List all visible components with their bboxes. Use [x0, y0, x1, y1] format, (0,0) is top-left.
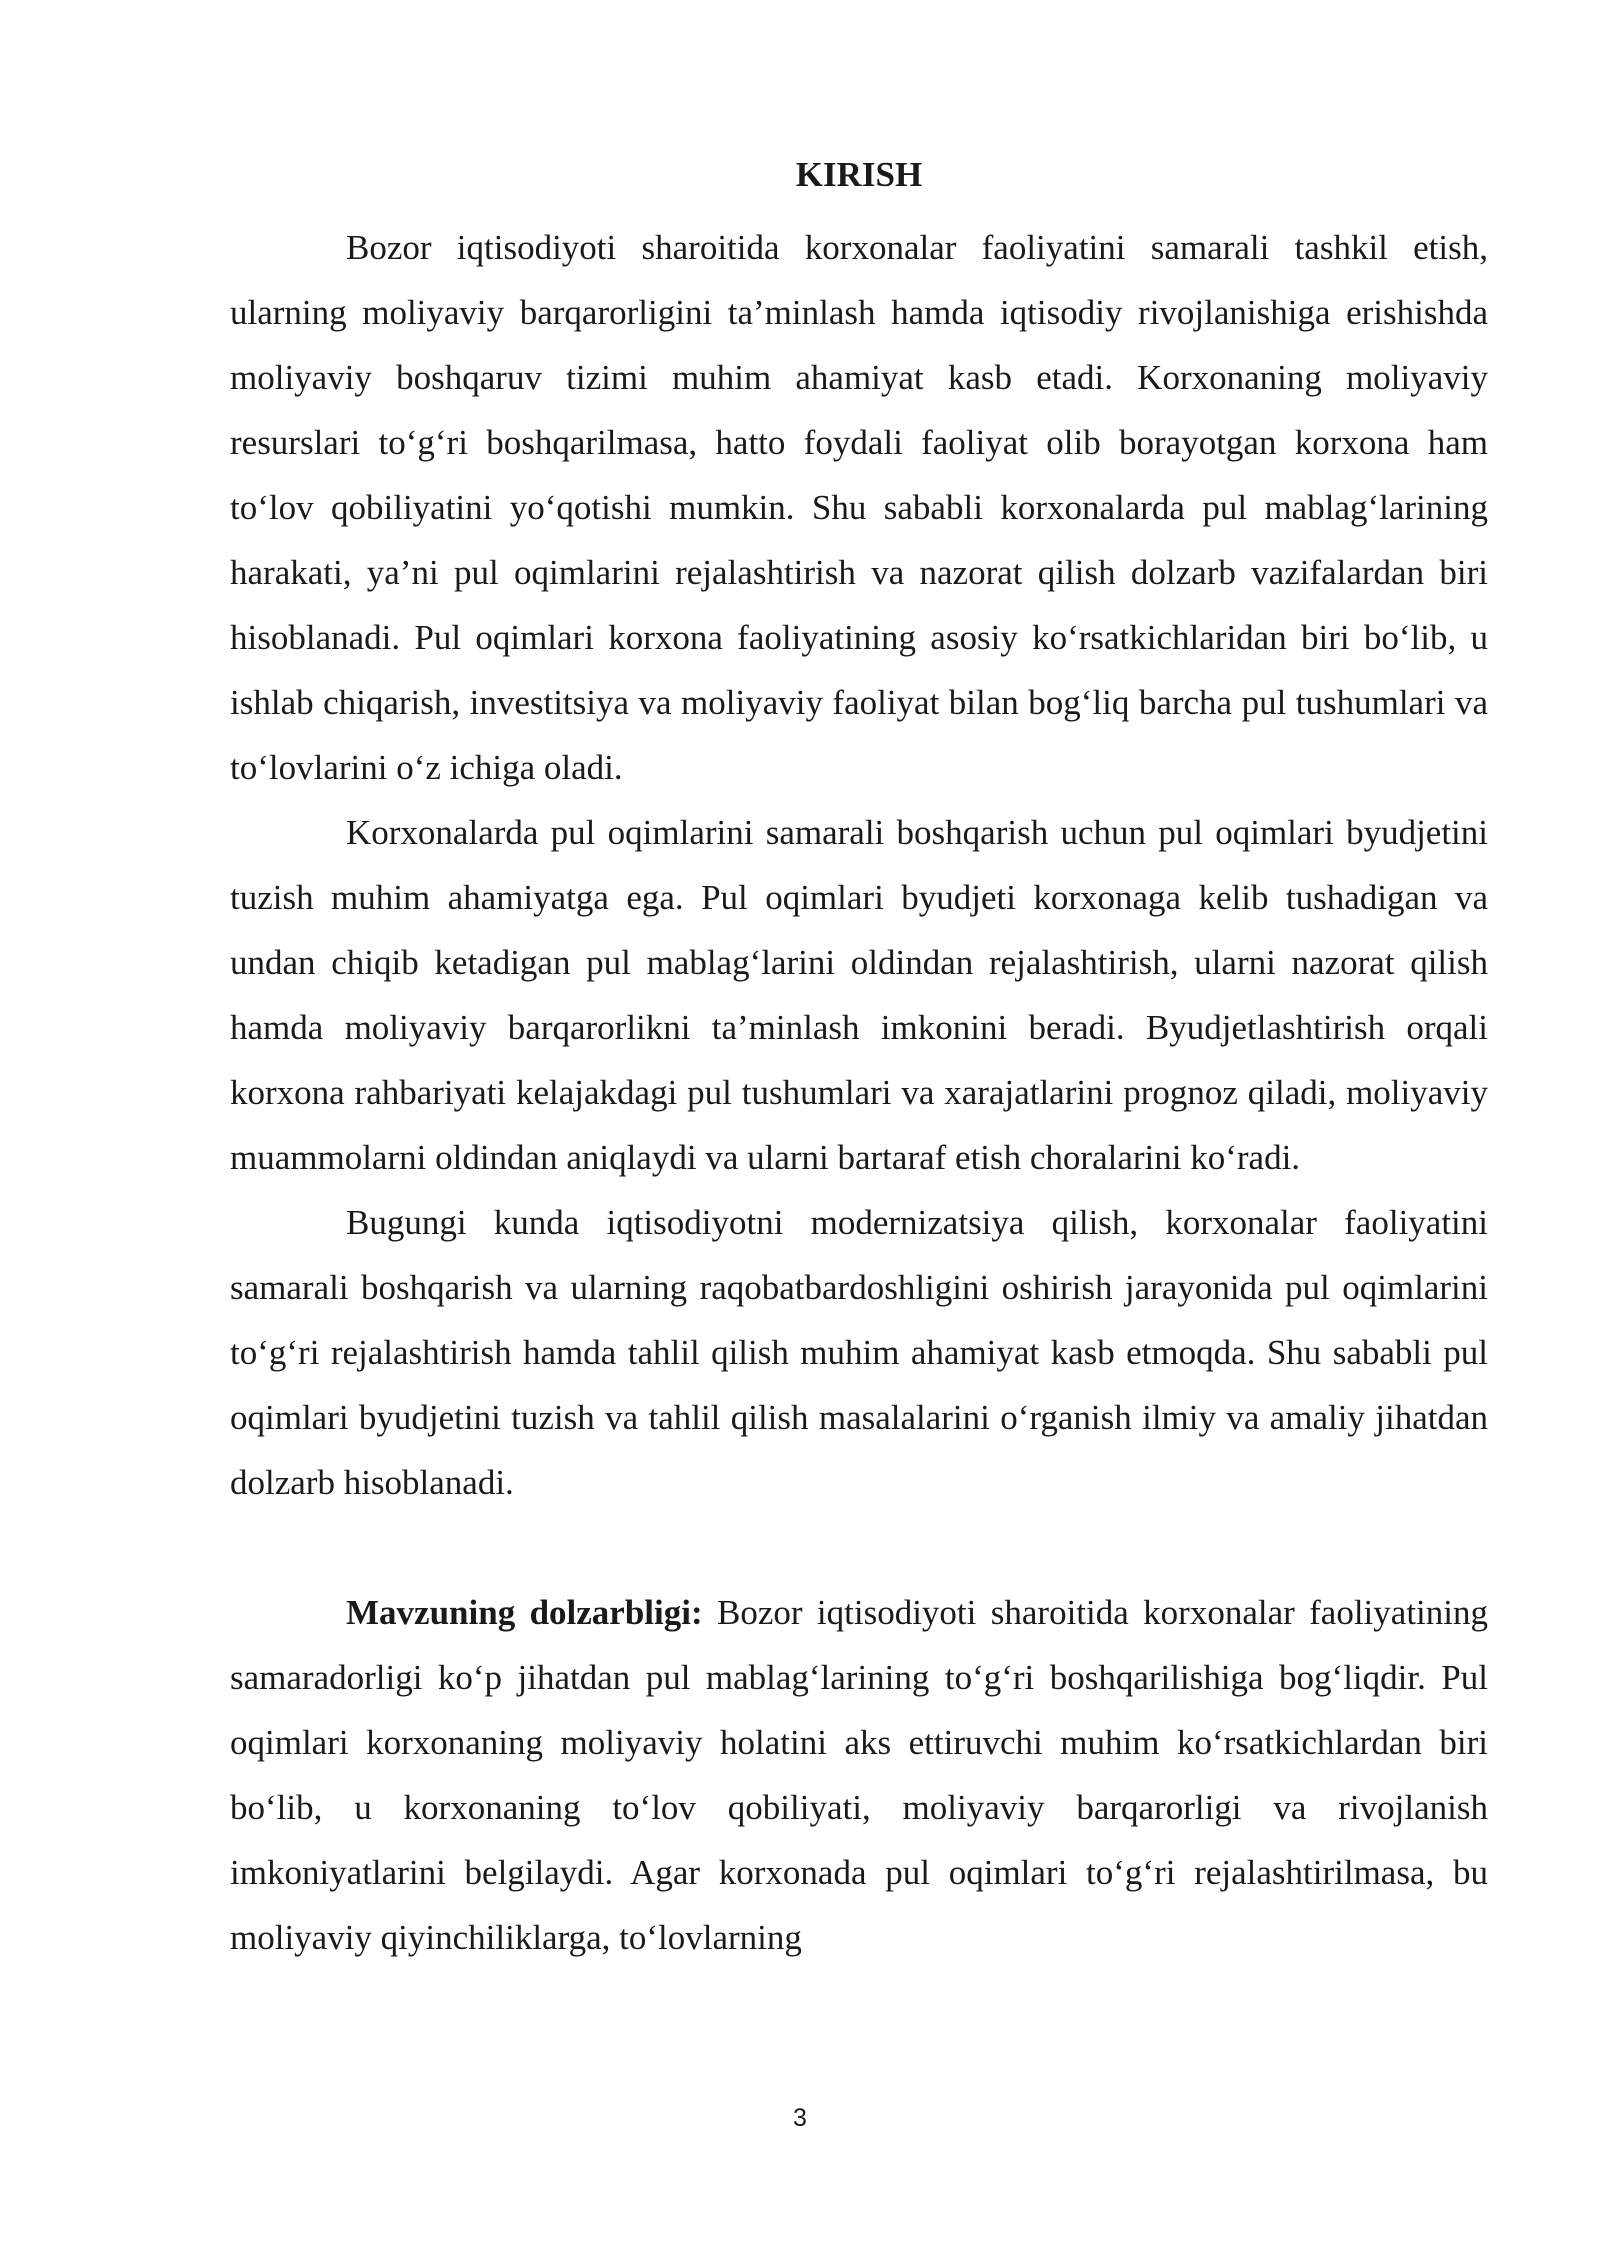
intro-paragraph-2: Korxonalarda pul oqimlarini samarali boshqarish uchun pul oqimlari byudjetini tuzish muhim ahamiyatga ega. Pul oqimlari byudjeti korxonaga kelib tushadigan va undan chiqib ketadigan pul mablag‘larini oldindan rejalashtirish, ularni nazorat qilish hamda moliyaviy barqarorlikni ta’minlash imkonini beradi. Byudjetlashtirish orqali korxona rahbariyati kelajakdagi pul tushumlari va xarajatlarini prognoz qiladi, moliyaviy muammolarni oldindan aniqlaydi va ularni bartaraf etish choralarini ko‘radi.: [230, 813, 1488, 1177]
page-number: 3: [793, 2104, 807, 2132]
document-body: [230, 215, 1488, 1970]
section-title: KIRISH: [795, 155, 923, 194]
relevance-heading: Mavzuning dolzarbligi:: [346, 1593, 703, 1632]
relevance-paragraph: [230, 1580, 1488, 1970]
relevance-text: Bozor iqtisodiyoti sharoitida korxonalar faoliyatining samaradorligi ko‘p jihatdan pul mablag‘larining to‘g‘ri boshqarilishiga bog‘liqdir. Pul oqimlari korxonaning moliyaviy holatini aks ettiruvchi muhim ko‘rsatkichlardan biri bo‘lib, u korxonaning to‘lov qobiliyati, moliyaviy barqarorligi va rivojlanish imkoniyatlarini belgilaydi. Agar korxonada pul oqimlari to‘g‘ri rejalashtirilmasa, bu moliyaviy qiyinchiliklarga, to‘lovlarning: [230, 1593, 1488, 1957]
intro-paragraph-1: Bozor iqtisodiyoti sharoitida korxonalar faoliyatini samarali tashkil etish, ularning moliyaviy barqarorligini ta’minlash hamda iqtisodiy rivojlanishiga erishishda moliyaviy boshqaruv tizimi muhim ahamiyat kasb etadi. Korxonaning moliyaviy resurslari to‘g‘ri boshqarilmasa, hatto foydali faoliyat olib borayotgan korxona ham to‘lov qobiliyatini yo‘qotishi mumkin. Shu sababli korxonalarda pul mablag‘larining harakati, ya’ni pul oqimlarini rejalashtirish va nazorat qilish dolzarb vazifalardan biri hisoblanadi. Pul oqimlari korxona faoliyatining asosiy ko‘rsatkichlaridan biri bo‘lib, u ishlab chiqarish, investitsiya va moliyaviy faoliyat bilan bog‘liq barcha pul tushumlari va to‘lovlarini o‘z ichiga oladi.: [230, 228, 1488, 787]
intro-paragraph-3: Bugungi kunda iqtisodiyotni modernizatsiya qilish, korxonalar faoliyatini samarali boshqarish va ularning raqobatbardoshligini oshirish jarayonida pul oqimlarini to‘g‘ri rejalashtirish hamda tahlil qilish muhim ahamiyat kasb etmoqda. Shu sababli pul oqimlari byudjetini tuzish va tahlil qilish masalalarini o‘rganish ilmiy va amaliy jihatdan dolzarb hisoblanadi.: [230, 1203, 1488, 1502]
